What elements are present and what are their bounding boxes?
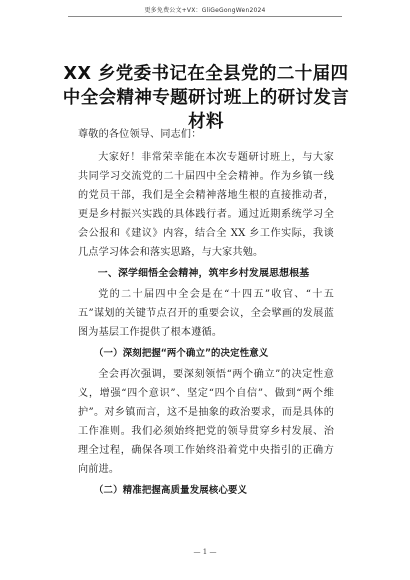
- document-body: [78, 125, 334, 502]
- subsection-1-heading: （一）深刻把握“两个确立”的决定性意义: [93, 348, 269, 359]
- section-1-heading: 一、深学细悟全会精神，筑牢乡村发展思想根基: [97, 268, 310, 279]
- subsection-2-heading: （二）精准把握高质量发展核心要义: [93, 485, 248, 496]
- salutation: 尊敬的各位领导、同志们：: [78, 129, 202, 140]
- header-note: 更多免费公文+VX：GliGeGongWen2024: [144, 7, 266, 14]
- subsection-1-paragraph: 全会再次强调，要深刻领悟“两个确立”的决定性意义，增强“四个意识”、坚定“四个自信”、做到“两个维护”。对乡镇而言，这不是抽象的政治要求，而是具体的工作准则。我们必须始终把党的领导贯穿乡村发展、治理全过程，确保各项工作始终沿着党中央指引的正确方向前进。: [78, 369, 334, 475]
- page-number: — 1 —: [193, 548, 217, 556]
- intro-paragraph: 大家好！非常荣幸能在本次专题研讨班上，与大家共同学习交流党的二十届四中全会精神。作为乡镇一线的党员干部，我们是全会精神落地生根的直接推动者，更是乡村振兴实践的具体践行者。通过近期系统学习全会公报和《建议》内容，结合全 XX 乡工作实际，我谈几点学习体会和落实思路，与大家共勉。: [78, 152, 334, 258]
- header-divider: [68, 16, 342, 17]
- section-1-paragraph: 党的二十届四中全会是在“十四五”收官、“十五五”谋划的关键节点召开的重要会议，全会擘画的发展蓝图为基层工作提供了根本遵循。: [78, 289, 334, 338]
- document-title: XX 乡党委书记在全县党的二十届四中全会精神专题研讨班上的研讨发言材料: [62, 64, 350, 132]
